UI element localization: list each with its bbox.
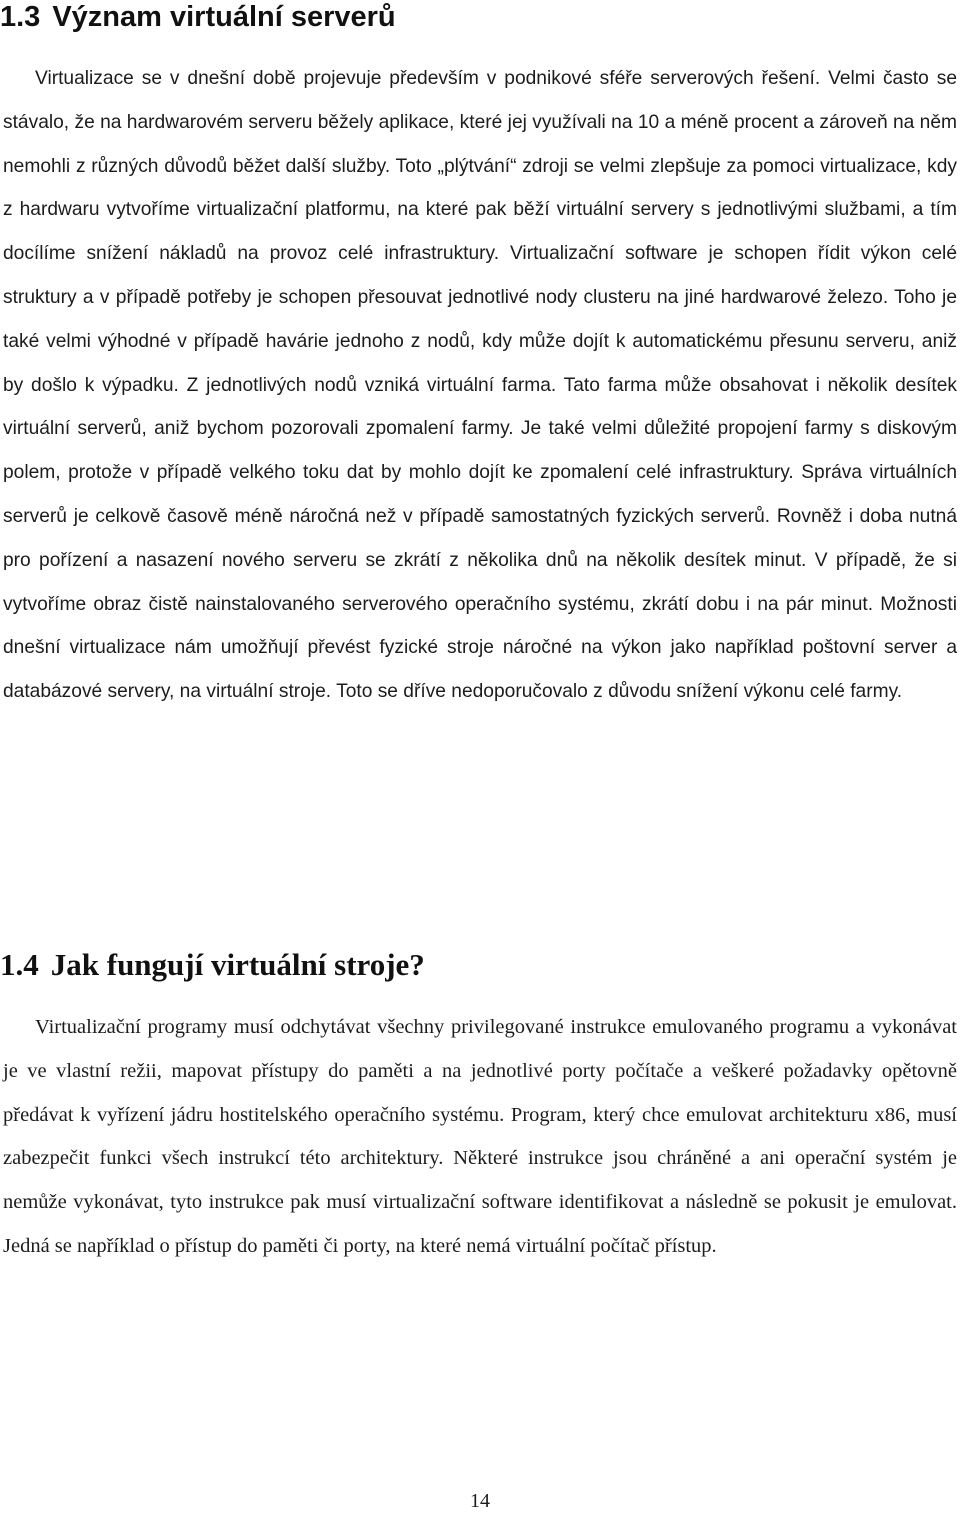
section-number: 1.3	[0, 1, 41, 33]
body-paragraph-how-vms-work: Virtualizační programy musí odchytávat všechny privilegované instrukce emulovaného programu a vykonávat je ve vlastní režii, mapovat přístupy do paměti a na jednotlivé porty počítače a veškeré požadavky opětovně předávat k vyřízení jádru hostitelského operačního systému. Program, který chce emulovat architekturu x86, musí zabezpečit funkci všech instrukcí této architektury. Některé instrukce jsou chráněné a ani operační systém je nemůže vykonávat, tyto instrukce pak musí virtualizační software identifikovat a následně se pokusit je emulovat. Jedná se například o přístup do paměti či porty, na které nemá virtuální počítač přístup.	[3, 1016, 957, 1257]
body-paragraph-significance: Virtualizace se v dnešní době projevuje především v podnikové sféře serverových řešení. Velmi často se stávalo, že na hardwarovém serveru běžely aplikace, které jej využívali na 10 a méně procent a zároveň na něm nemohli z různých důvodů běžet další služby. Toto „plýtvání“ zdroji se velmi zlepšuje za pomoci virtualizace, kdy z hardwaru vytvoříme virtualizační platformu, na které pak běží virtuální servery s jednotlivými službami, a tím docílíme snížení nákladů na provoz celé infrastruktury. Virtualizační software je schopen řídit výkon celé struktury a v případě potřeby je schopen přesouvat jednotlivé nody clusteru na jiné hardwarové železo. Toho je také velmi výhodné v případě havárie jednoho z nodů, kdy může dojít k automatickému přesunu serveru, aniž by došlo k výpadku. Z jednotlivých nodů vzniká virtuální farma. Tato farma může obsahovat i několik desítek virtuální serverů, aniž bychom pozorovali zpomalení farmy. Je také velmi důležité propojení farmy s diskovým polem, protože v případě velkého toku dat by mohlo dojít ke zpomalení celé infrastruktury. Správa virtuálních serverů je celkově časově méně náročná než v případě samostatných fyzických serverů. Rovněž i doba nutná pro pořízení a nasazení nového serveru se zkrátí z několika dnů na několik desítek minut. V případě, že si vytvoříme obraz čistě nainstalovaného serverového operačního systému, zkrátí dobu i na pár minut. Možnosti dnešní virtualizace nám umožňují převést fyzické stroje náročné na výkon jako například poštovní server a databázové servery, na virtuální stroje. Toto se dříve nedoporučovalo z důvodu snížení výkonu celé farmy.	[3, 68, 957, 703]
section-number: 1.4	[0, 947, 39, 982]
section-title: Jak fungují virtuální stroje?	[50, 947, 425, 982]
page-number: 14	[470, 1490, 490, 1512]
section-title: Význam virtuální serverů	[52, 1, 396, 33]
section-heading-1-3	[0, 0, 396, 34]
section-heading-1-4	[0, 948, 425, 982]
